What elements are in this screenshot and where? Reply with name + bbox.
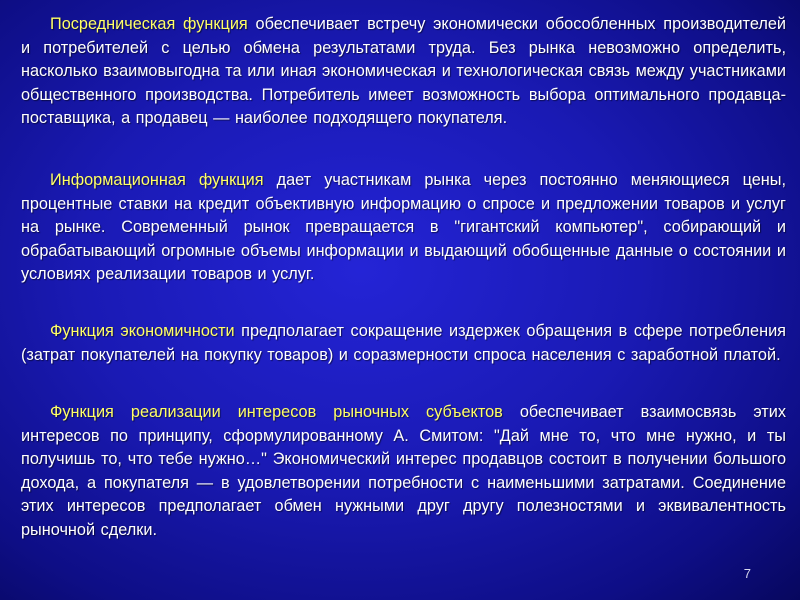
term-information-function: Информационная функция bbox=[50, 171, 264, 189]
paragraph-economy-function bbox=[21, 320, 786, 367]
paragraph-text: предполагает сокращение издержек обращения в сфере потребления (затрат покупателей на покупку товаров) и соразмерности спроса населения с заработной платой. bbox=[21, 322, 786, 364]
page-number: 7 bbox=[743, 566, 751, 581]
paragraph-text: обеспечивает встречу экономически обособленных производителей и потребителей с целью обмена результатами труда. Без рынка невозможно определить, насколько взаимовыгодна та или иная экономическая и технологическая связь между участниками общественного производства. Потребитель имеет возможность выбора оптимального продавца-поставщика, а продавец — наиболее подходящего покупателя. bbox=[21, 15, 786, 128]
term-interests-function: Функция реализации интересов рыночных субъектов bbox=[50, 403, 503, 421]
term-intermediary-function: Посредническая функция bbox=[50, 15, 248, 33]
term-economy-function: Функция экономичности bbox=[50, 322, 235, 340]
paragraph-information-function bbox=[21, 169, 786, 287]
paragraph-text: дает участникам рынка через постоянно меняющиеся цены, процентные ставки на кредит объективную информацию о спросе и предложении товаров и услуг на рынке. Современный рынок превращается в "гигантский компьютер", собирающий и обрабатывающий огромные объемы информации и выдающий обобщенные данные о состоянии и условиях реализации товаров и услуг. bbox=[21, 171, 786, 284]
paragraph-interests-function bbox=[21, 401, 786, 543]
paragraph-intermediary-function bbox=[21, 13, 786, 131]
paragraph-text: обеспечивает взаимосвязь этих интересов по принципу, сформулированному А. Смитом: "Дай мне то, что мне нужно, и ты получишь то, что тебе нужно…" Экономический интерес продавцов состоит в получении большого дохода, а покупателя — в удовлетворении потребности с наименьшими затратами. Соединение этих интересов предполагает обмен нужными друг другу полезностями и эквивалентность рыночной сделки. bbox=[21, 403, 786, 539]
